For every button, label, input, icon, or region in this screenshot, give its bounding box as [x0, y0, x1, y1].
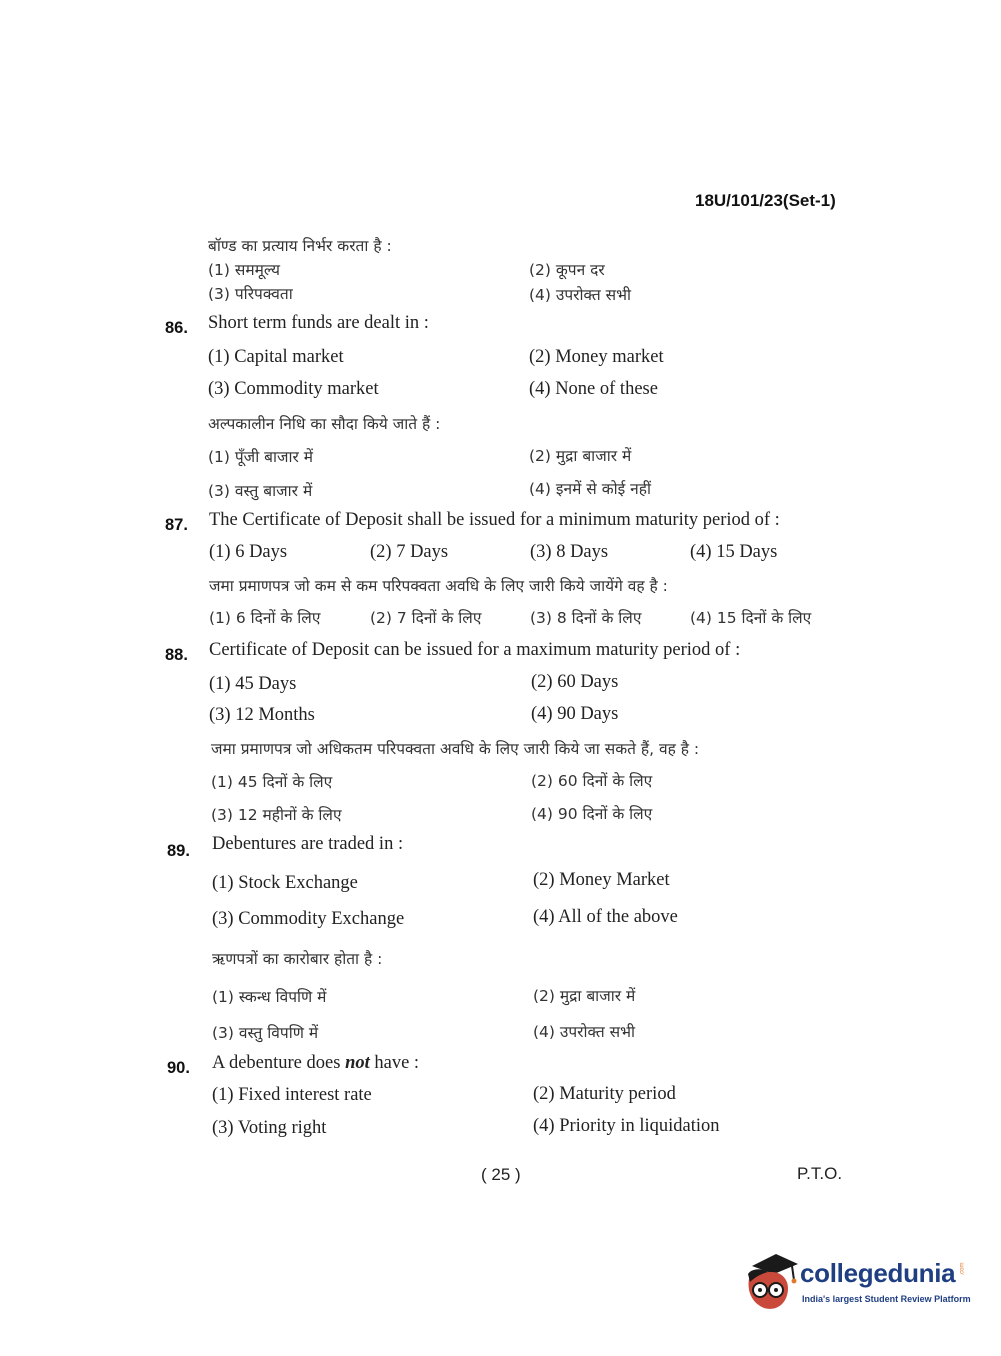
- q86-number: 86.: [165, 319, 188, 337]
- q87-option-4: (4) 15 Days: [690, 542, 778, 562]
- q89-hindi-question: ऋणपत्रों का कारोबार होता है :: [212, 950, 383, 968]
- q86-hindi-option-2: (2) मुद्रा बाजार में: [529, 447, 632, 465]
- q88-hindi-question: जमा प्रमाणपत्र जो अधिकतम परिपक्वता अवधि के लिए जारी किये जा सकते हैं, वह है :: [211, 740, 700, 758]
- q88-option-2: (2) 60 Days: [531, 672, 619, 692]
- q86-hindi-option-3: (3) वस्तु बाजार में: [208, 482, 313, 500]
- q86-question: Short term funds are dealt in :: [208, 313, 429, 333]
- q87-option-2: (2) 7 Days: [370, 542, 449, 562]
- q90-question-pre: A debenture does: [212, 1053, 346, 1073]
- q85-hindi-option-1: (1) सममूल्य: [208, 261, 280, 279]
- q90-question-emphasis: not: [345, 1053, 370, 1073]
- q89-option-3: (3) Commodity Exchange: [212, 909, 405, 929]
- q90-option-3: (3) Voting right: [212, 1118, 327, 1138]
- q90-option-2: (2) Maturity period: [533, 1084, 676, 1104]
- q86-option-1: (1) Capital market: [208, 347, 344, 367]
- q89-hindi-option-2: (2) मुद्रा बाजार में: [533, 987, 636, 1005]
- q90-option-1: (1) Fixed interest rate: [212, 1085, 372, 1105]
- q88-number: 88.: [165, 646, 188, 664]
- brand-domain: .com: [959, 1262, 966, 1276]
- q90-option-4: (4) Priority in liquidation: [533, 1116, 720, 1136]
- q88-hindi-option-2: (2) 60 दिनों के लिए: [531, 772, 653, 790]
- q88-option-4: (4) 90 Days: [531, 704, 619, 724]
- q88-option-3: (3) 12 Months: [209, 705, 315, 725]
- q89-question: Debentures are traded in :: [212, 834, 404, 854]
- q90-number: 90.: [167, 1059, 190, 1077]
- q87-question: The Certificate of Deposit shall be issued for a minimum maturity period of :: [209, 510, 780, 530]
- q88-hindi-option-3: (3) 12 महीनों के लिए: [211, 806, 342, 824]
- mascot-icon: [742, 1252, 800, 1314]
- page-number: ( 25 ): [481, 1165, 521, 1184]
- q87-hindi-option-4: (4) 15 दिनों के लिए: [690, 609, 812, 627]
- brand-tagline: India's largest Student Review Platform: [802, 1294, 971, 1304]
- q90-question-post: have :: [369, 1053, 420, 1073]
- q87-option-1: (1) 6 Days: [209, 542, 288, 562]
- q89-hindi-option-4: (4) उपरोक्त सभी: [533, 1023, 635, 1041]
- q85-hindi-question: बॉण्ड का प्रत्याय निर्भर करता है :: [208, 237, 392, 255]
- q89-hindi-option-3: (3) वस्तु विपणि में: [212, 1024, 319, 1042]
- q87-hindi-option-3: (3) 8 दिनों के लिए: [530, 609, 642, 627]
- q88-option-1: (1) 45 Days: [209, 674, 297, 694]
- brand-name: collegedunia: [800, 1258, 956, 1288]
- q85-hindi-option-4: (4) उपरोक्त सभी: [529, 286, 631, 304]
- q89-option-1: (1) Stock Exchange: [212, 873, 358, 893]
- q89-hindi-option-1: (1) स्कन्ध विपणि में: [212, 988, 327, 1006]
- q87-hindi-question: जमा प्रमाणपत्र जो कम से कम परिपक्वता अवधि के लिए जारी किये जायेंगे वह है :: [209, 577, 668, 595]
- q90-question: [212, 1053, 419, 1074]
- q88-hindi-option-4: (4) 90 दिनों के लिए: [531, 805, 653, 823]
- q87-option-3: (3) 8 Days: [530, 542, 609, 562]
- q86-hindi-question: अल्पकालीन निधि का सौदा किये जाते हैं :: [208, 415, 441, 433]
- q86-option-2: (2) Money market: [529, 347, 664, 367]
- q89-option-4: (4) All of the above: [533, 907, 678, 927]
- q87-hindi-option-2: (2) 7 दिनों के लिए: [370, 609, 482, 627]
- collegedunia-watermark: [742, 1252, 972, 1316]
- q88-question: Certificate of Deposit can be issued for a maximum maturity period of :: [209, 640, 741, 660]
- q89-number: 89.: [167, 842, 190, 860]
- q85-hindi-option-3: (3) परिपक्वता: [208, 285, 293, 303]
- paper-code: 18U/101/23(Set-1): [695, 191, 836, 210]
- pto-label: P.T.O.: [797, 1164, 843, 1183]
- q89-option-2: (2) Money Market: [533, 870, 670, 890]
- q86-option-3: (3) Commodity market: [208, 379, 379, 399]
- q87-number: 87.: [165, 516, 188, 534]
- q86-option-4: (4) None of these: [529, 379, 658, 399]
- q88-hindi-option-1: (1) 45 दिनों के लिए: [211, 773, 333, 791]
- q85-hindi-option-2: (2) कूपन दर: [529, 261, 605, 279]
- q86-hindi-option-1: (1) पूँजी बाजार में: [208, 448, 314, 466]
- q87-hindi-option-1: (1) 6 दिनों के लिए: [209, 609, 321, 627]
- q86-hindi-option-4: (4) इनमें से कोई नहीं: [529, 480, 652, 498]
